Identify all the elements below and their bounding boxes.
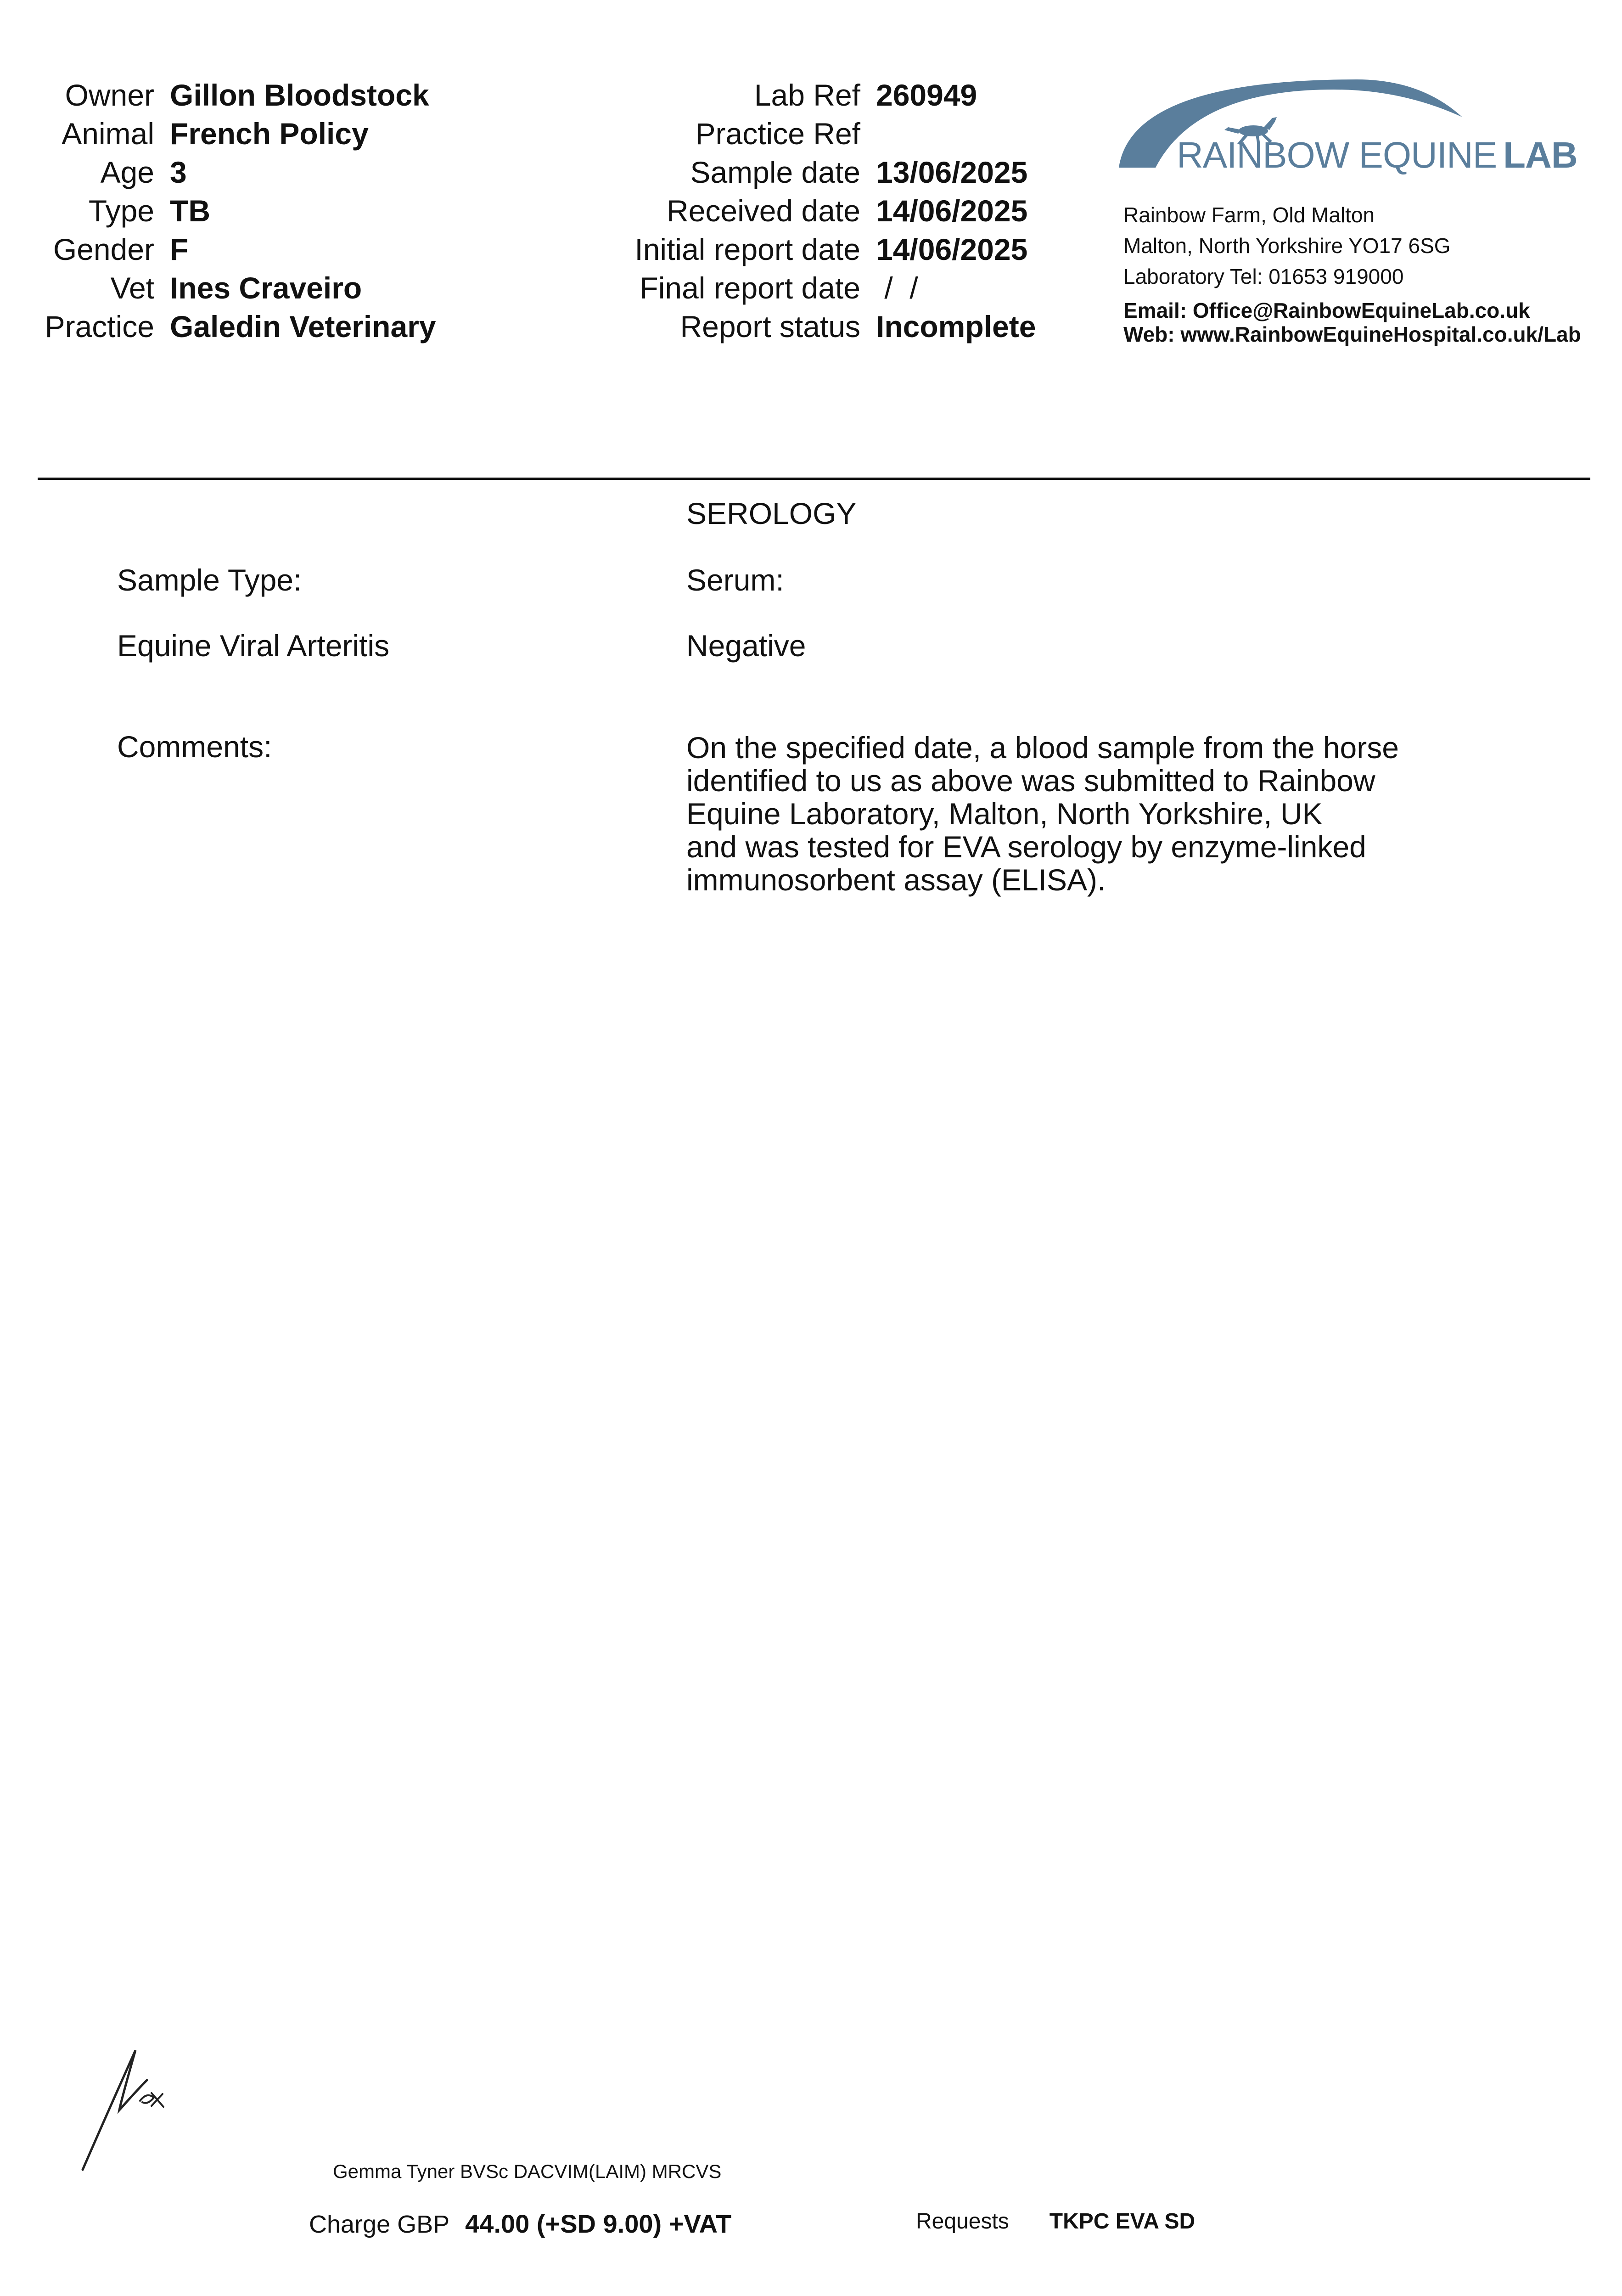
practice-value: Galedin Veterinary — [170, 310, 436, 343]
signatory-name: Gemma Tyner BVSc DACVIM(LAIM) MRCVS — [333, 2161, 722, 2182]
sample-type-value: Serum: — [686, 563, 784, 597]
practice-ref-row — [597, 114, 1036, 153]
type-label: Type — [88, 194, 154, 228]
initial-report-date-row — [597, 230, 1036, 269]
received-date-value: 14/06/2025 — [876, 194, 1028, 228]
address-line-2: Malton, North Yorkshire YO17 6SG — [1123, 234, 1451, 258]
comments-line: Equine Laboratory, Malton, North Yorkshire, UK — [686, 797, 1323, 831]
sample-type-label: Sample Type: — [117, 563, 302, 597]
vet-value: Ines Craveiro — [170, 271, 362, 305]
charge-label: Charge GBP — [309, 2211, 450, 2238]
final-report-date-row — [597, 269, 1036, 307]
initial-report-date-value: 14/06/2025 — [876, 232, 1028, 266]
test-name: Equine Viral Arteritis — [117, 629, 390, 663]
owner-row — [28, 76, 436, 114]
logo-text-main: RAINBOW EQUINE — [1177, 135, 1497, 175]
received-date-row — [597, 191, 1036, 230]
animal-row — [28, 114, 436, 153]
lab-ref-value: 260949 — [876, 78, 977, 112]
requests-value: TKPC EVA SD — [1049, 2209, 1195, 2234]
test-result: Negative — [686, 629, 806, 663]
sample-date-value: 13/06/2025 — [876, 155, 1028, 189]
type-row — [28, 191, 436, 230]
lab-telephone: Laboratory Tel: 01653 919000 — [1123, 264, 1404, 288]
vet-label: Vet — [110, 271, 154, 305]
report-status-row — [597, 307, 1036, 346]
age-value: 3 — [170, 155, 187, 189]
sample-date-row — [597, 153, 1036, 191]
comments-label: Comments: — [117, 730, 272, 764]
report-status-value: Incomplete — [876, 310, 1036, 343]
lab-address — [1123, 200, 1581, 346]
section-title: SEROLOGY — [686, 496, 857, 530]
patient-info — [28, 76, 436, 346]
type-value: TB — [170, 194, 210, 228]
sample-date-label: Sample date — [690, 155, 860, 189]
practice-label: Practice — [45, 310, 154, 343]
initial-report-date-label: Initial report date — [634, 232, 860, 266]
charge — [309, 2209, 731, 2239]
logo-text — [1177, 135, 1577, 175]
logo-text-bold: LAB — [1503, 135, 1577, 175]
charge-value: 44.00 (+SD 9.00) +VAT — [465, 2209, 732, 2238]
lab-website[interactable]: Web: www.RainbowEquineHospital.co.uk/Lab — [1123, 322, 1581, 346]
comments-line: and was tested for EVA serology by enzyme-linked — [686, 830, 1366, 864]
practice-ref-label: Practice Ref — [695, 117, 860, 151]
gender-label: Gender — [53, 232, 154, 266]
received-date-label: Received date — [667, 194, 860, 228]
comments-line: On the specified date, a blood sample from the horse — [686, 731, 1399, 765]
comments-line: immunosorbent assay (ELISA). — [686, 863, 1106, 897]
final-report-date-value: / / — [876, 271, 918, 305]
gender-row — [28, 230, 436, 269]
animal-label: Animal — [62, 117, 154, 151]
report-status-label: Report status — [680, 310, 860, 343]
age-label: Age — [100, 155, 154, 189]
header-divider — [38, 478, 1590, 480]
lab-email[interactable]: Email: Office@RainbowEquineLab.co.uk — [1123, 298, 1530, 322]
comments-line: identified to us as above was submitted to Rainbow — [686, 764, 1375, 798]
signature-image — [78, 2048, 179, 2172]
practice-row — [28, 307, 436, 346]
gender-value: F — [170, 232, 189, 266]
requests — [916, 2209, 1195, 2234]
rainbow-equine-lab-logo — [1118, 76, 1577, 175]
requests-label: Requests — [916, 2209, 1009, 2234]
address-line-1: Rainbow Farm, Old Malton — [1123, 203, 1375, 227]
vet-row — [28, 269, 436, 307]
lab-ref-row — [597, 76, 1036, 114]
final-report-date-label: Final report date — [640, 271, 860, 305]
comments-text — [686, 731, 1467, 896]
animal-value: French Policy — [170, 117, 369, 151]
lab-ref-label: Lab Ref — [754, 78, 860, 112]
age-row — [28, 153, 436, 191]
owner-value: Gillon Bloodstock — [170, 78, 429, 112]
report-info — [597, 76, 1036, 346]
owner-label: Owner — [65, 78, 154, 112]
